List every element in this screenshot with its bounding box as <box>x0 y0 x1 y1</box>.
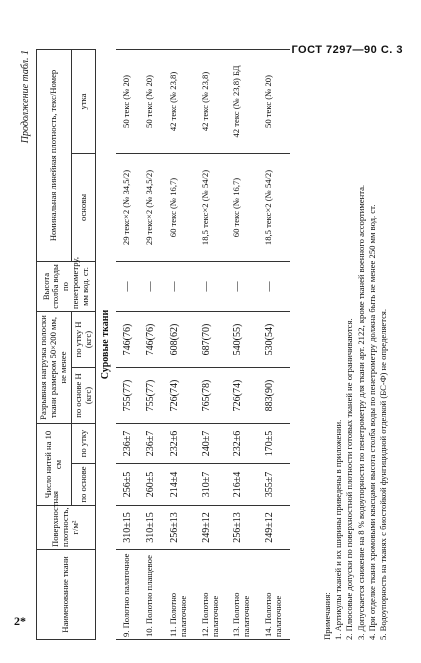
density-value: 249±12 <box>195 506 227 550</box>
linear-warp-value: 60 текс (№ 16,7) <box>226 154 258 262</box>
linear-warp-value: 29 текс×2 (№ 34,5/2) <box>116 154 140 262</box>
load-weft-value: 746(76) <box>116 312 140 368</box>
threads-warp-value: 214±4 <box>163 464 195 506</box>
load-weft-value: 530(54) <box>258 312 290 368</box>
water-value: — <box>116 262 140 312</box>
fabric-properties-table <box>36 49 290 640</box>
fabric-name: 10. Полотно плащевое <box>139 550 163 640</box>
table-row <box>258 49 290 639</box>
linear-weft-value: 50 текс (№ 20) <box>258 49 290 153</box>
density-value: 256±13 <box>163 506 195 550</box>
threads-warp-value: 260±5 <box>139 464 163 506</box>
header-threads-weft: по утку <box>71 424 96 464</box>
header-density: Поверхностная плотность, г/м² <box>37 506 96 550</box>
table-row <box>116 49 140 639</box>
table-row <box>139 49 163 639</box>
header-load: Разрывная нагрузка полоски ткани размером 50×200 мм, не менее <box>37 312 72 424</box>
notes-block <box>322 50 389 640</box>
load-warp-value: 726(74) <box>163 368 195 424</box>
load-weft-value: 746(76) <box>139 312 163 368</box>
fabric-name: 9. Полотно палаточное <box>116 550 140 640</box>
linear-warp-value: 18,5 текс×2 (№ 54/2) <box>258 154 290 262</box>
threads-weft-value: 236±7 <box>116 424 140 464</box>
load-warp-value: 755(77) <box>139 368 163 424</box>
table-continuation-label: Продолжение табл. 1 <box>20 50 31 144</box>
header-load-weft: по утку Н (кгс) <box>71 312 96 368</box>
threads-warp-value: 256±5 <box>116 464 140 506</box>
threads-weft-value: 170±5 <box>258 424 290 464</box>
page-number: 2* <box>14 614 26 628</box>
density-value: 256±13 <box>226 506 258 550</box>
note-item: 3. Допускается снижение на 8 % водоупорности по пенетрометру для ткани арт. 2122, кроме тканей военного ассортимента. <box>355 184 366 640</box>
load-weft-value: 608(62) <box>163 312 195 368</box>
water-value: — <box>163 262 195 312</box>
threads-warp-value: 216±4 <box>226 464 258 506</box>
table-row <box>226 49 258 639</box>
load-warp-value: 726(74) <box>226 368 258 424</box>
note-item: 2. Плюсовые допуски по поверхностной плотности готовых тканей не ограничиваются. <box>344 318 355 640</box>
density-value: 310±15 <box>116 506 140 550</box>
fabric-name: 12. Полотно палаточное <box>195 550 227 640</box>
density-value: 249±12 <box>258 506 290 550</box>
linear-weft-value: 50 текс (№ 20) <box>116 49 140 153</box>
linear-warp-value: 60 текс (№ 16,7) <box>163 154 195 262</box>
threads-weft-value: 240±7 <box>195 424 227 464</box>
threads-weft-value: 232±6 <box>163 424 195 464</box>
section-title: Суровые ткани <box>100 309 112 380</box>
linear-weft-value: 42 текс (№ 23,8) <box>163 49 195 153</box>
load-weft-value: 687(70) <box>195 312 227 368</box>
note-item: 1. Артикулы тканей и их ширины приведены в приложении. <box>333 419 344 640</box>
notes-title: Примечания: <box>322 592 332 640</box>
header-threads: Число нитей на 10 см <box>37 424 72 506</box>
threads-weft-value: 236±7 <box>139 424 163 464</box>
header-name: Наименование ткани <box>37 550 96 640</box>
rotated-page-content <box>20 50 405 640</box>
note-item: 4. При отделке ткани хромовыми квасцами высота столба воды по пенетрометру должна быть не менее 250 мм вод. ст. <box>366 204 377 640</box>
fabric-name: 14. Полотно палаточное <box>258 550 290 640</box>
threads-warp-value: 310±7 <box>195 464 227 506</box>
linear-weft-value: 50 текс (№ 20) <box>139 49 163 153</box>
load-warp-value: 765(78) <box>195 368 227 424</box>
load-weft-value: 540(55) <box>226 312 258 368</box>
linear-weft-value: 42 текс (№ 23,8) БД <box>226 49 258 153</box>
fabric-name: 11. Полотно палаточное <box>163 550 195 640</box>
density-value: 310±15 <box>139 506 163 550</box>
water-value: — <box>139 262 163 312</box>
water-value: — <box>195 262 227 312</box>
load-warp-value: 883(90) <box>258 368 290 424</box>
load-warp-value: 755(77) <box>116 368 140 424</box>
water-value: — <box>258 262 290 312</box>
header-threads-warp: по основе <box>71 464 96 506</box>
header-linear-weft: утка <box>71 49 96 153</box>
linear-weft-value: 42 текс (№ 23,8) <box>195 49 227 153</box>
threads-warp-value: 355±7 <box>258 464 290 506</box>
standard-header: ГОСТ 7297—90 С. 3 <box>291 44 403 56</box>
fabric-name: 13. Полотно палаточное <box>226 550 258 640</box>
table-row <box>163 49 195 639</box>
threads-weft-value: 232±6 <box>226 424 258 464</box>
water-value: — <box>226 262 258 312</box>
header-linear-warp: основы <box>71 154 96 262</box>
linear-warp-value: 18,5 текс×2 (№ 54/2) <box>195 154 227 262</box>
note-item: 5. Водоупорность на тканях с биостойкой фунгицидной отделкой (БС-Ф) не определяется. <box>377 309 388 640</box>
header-load-warp: по основе Н (кгс) <box>71 368 96 424</box>
linear-warp-value: 29 текс×2 (№ 34,5/2) <box>139 154 163 262</box>
header-linear-density: Номинальная линейная плотность, текс/Номер <box>37 49 72 261</box>
header-water: Высота столба воды по пенетрометру, мм вод. ст. <box>37 262 96 312</box>
table-row <box>195 49 227 639</box>
